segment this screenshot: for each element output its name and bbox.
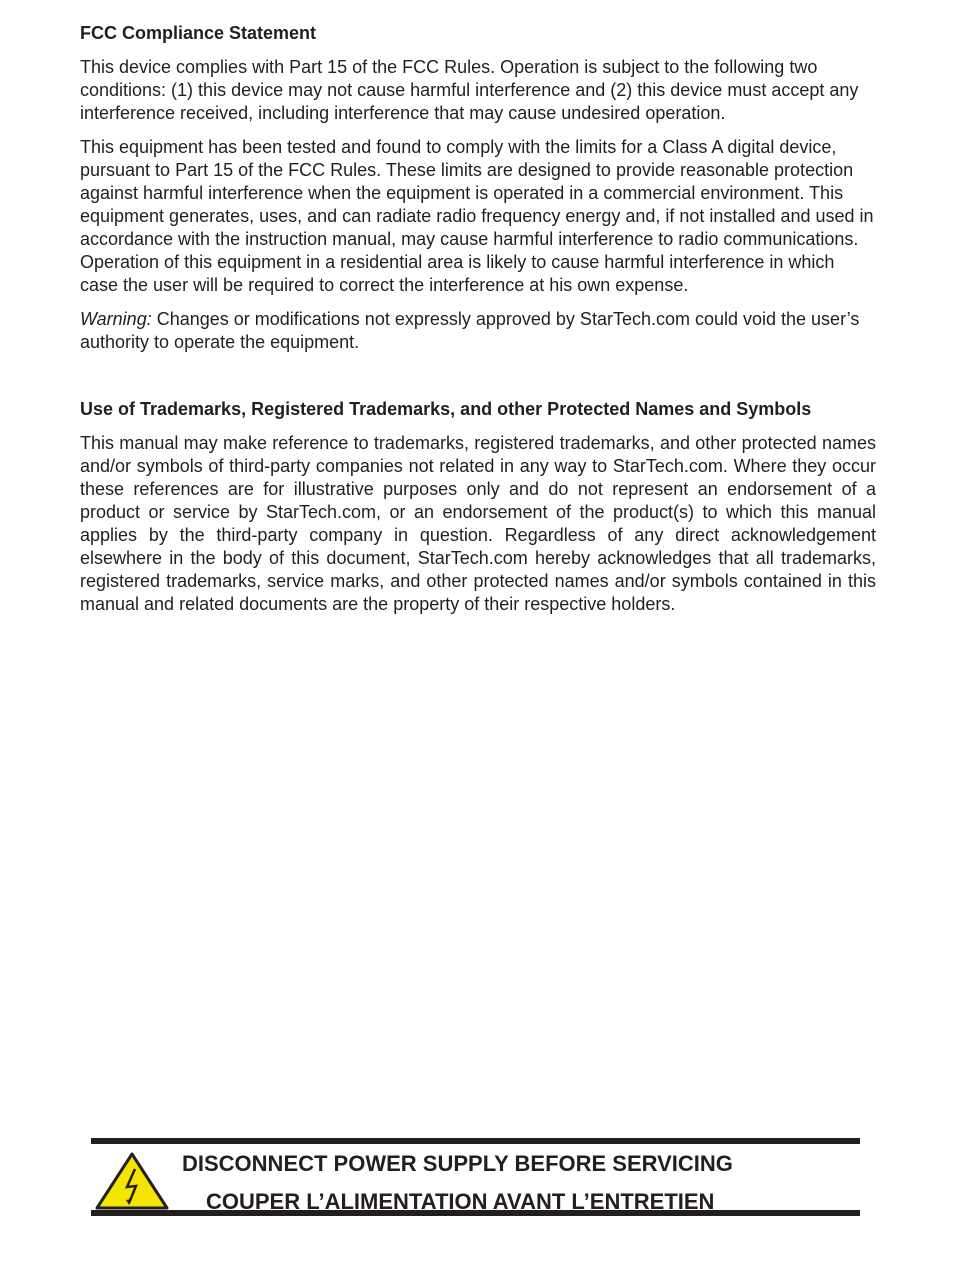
warning-text: Changes or modifications not expressly approved by StarTech.com could void the user’s authority to operate the equipment.	[80, 309, 860, 352]
banner-english-text: DISCONNECT POWER SUPPLY BEFORE SERVICING	[182, 1151, 733, 1176]
high-voltage-warning-icon	[94, 1151, 170, 1211]
warning-triangle	[97, 1154, 167, 1208]
trademarks-paragraph: This manual may make reference to trademarks, registered trademarks, and other protected names and/or symbols of third-party companies not related in any way to StarTech.com. Where they occur these references are for illustrative purposes only and do not represent an endorsement of a product or service by StarTech.com, or an endorsement of the product(s) to which this manual applies by the third-party company in question. Regardless of any direct acknowledgement elsewhere in the body of this document, StarTech.com hereby acknowledges that all trademarks, registered trademarks, service marks, and other protected names and/or symbols contained in this manual and related documents are the property of their respective holders.	[80, 433, 876, 614]
document-page	[80, 22, 876, 627]
warning-label: Warning:	[80, 309, 152, 329]
banner-french-text: COUPER L’ALIMENTATION AVANT L’ENTRETIEN	[206, 1189, 715, 1214]
trademarks-heading: Use of Trademarks, Registered Trademarks, and other Protected Names and Symbols	[80, 399, 812, 419]
fcc-heading: FCC Compliance Statement	[80, 23, 317, 43]
fcc-paragraph-1: This device complies with Part 15 of the FCC Rules. Operation is subject to the following two conditions: (1) this device may not cause harmful interference and (2) this device must accept any interference received, including interference that may cause undesired operation.	[80, 57, 859, 123]
fcc-warning-paragraph	[80, 308, 876, 354]
fcc-paragraph-2: This equipment has been tested and found to comply with the limits for a Class A digital device, pursuant to Part 15 of the FCC Rules. These limits are designed to provide reasonable protection against harmful interference when the equipment is operated in a commercial environment. This equipment generates, uses, and can radiate radio frequency energy and, if not installed and used in accordance with the instruction manual, may cause harmful interference to radio communications. Operation of this equipment in a residential area is likely to cause harmful interference in which case the user will be required to correct the interference at his own expense.	[80, 137, 874, 295]
section-spacer	[80, 365, 876, 398]
power-warning-banner	[91, 1138, 860, 1216]
